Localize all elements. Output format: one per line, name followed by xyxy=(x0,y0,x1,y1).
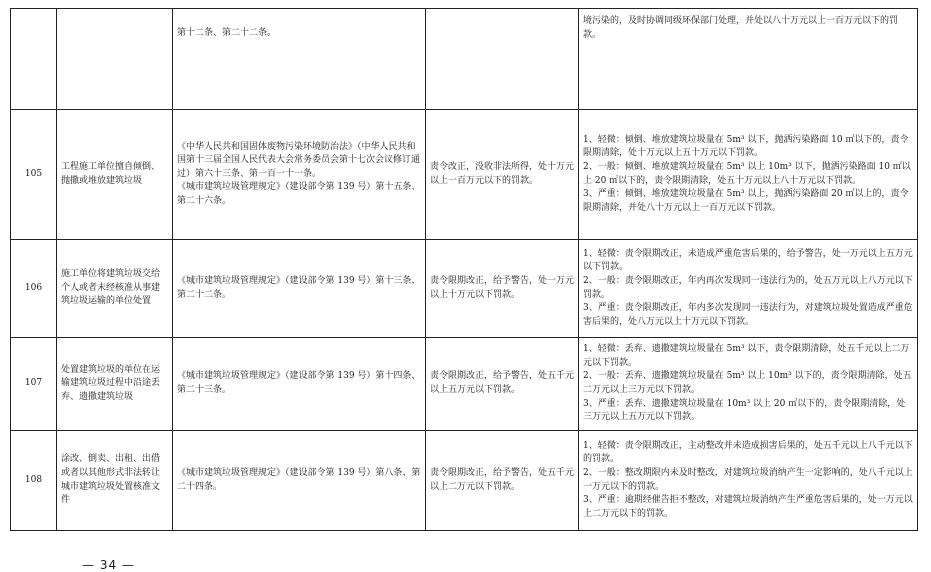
penalty-cell: 责令限期改正，给予警告，处五千元以上五万元以下罚款。 xyxy=(426,338,579,431)
basis-line: 《中华人民共和国固体废物污染环境防治法》（中华人民共和国第十三届全国人民代表大会常务委员会第十七次会议修订通过）第六十三条、第一百一十一条。 xyxy=(177,141,421,179)
standard-line: 2、一般：倾倒、堆放建筑垃圾量在 5m³ 以上 10m³ 以下，抛洒污染路面 10 ㎡以上 20 ㎡以下的，责令限期清除，处五十万元以上八十万元以下罚款。 xyxy=(583,161,911,186)
standards-cell xyxy=(579,338,918,431)
standard-line: 2、一般：丢弃、遗撒建筑垃圾量在 5m³ 以上 10m³ 以下的，责令限期清除，处五二万元以上三万元以下罚款。 xyxy=(583,371,912,395)
item-number-cell xyxy=(11,9,57,110)
violation-cell: 施工单位将建筑垃圾交给个人或者未经核准从事建筑垃圾运输的单位处置 xyxy=(57,240,173,338)
standard-line: 1、轻微：丢弃、遗撒建筑垃圾量在 5m³ 以下，责令限期清除，处五千元以上二万元以下罚款。 xyxy=(583,344,910,368)
violation-cell: 涂改、倒卖、出租、出借或者以其他形式非法转让城市建筑垃圾处置核准文件 xyxy=(57,431,173,531)
standards-cell xyxy=(579,9,918,110)
standards-cell xyxy=(579,240,918,338)
standard-line: 3、严重：责令限期改正，年内多次发现同一违法行为，对建筑垃圾处置造成严重危害后果的，处八万元以上十万元以下罚款。 xyxy=(583,303,913,327)
penalty-cell: 责令限期改正，给予警告，处一万元以上十万元以下罚款。 xyxy=(426,240,579,338)
standards-cell xyxy=(579,431,918,531)
legal-basis-cell xyxy=(173,240,426,338)
table-row xyxy=(11,240,918,338)
violation-cell xyxy=(57,9,173,110)
legal-basis-cell xyxy=(173,431,426,531)
legal-basis-cell xyxy=(173,110,426,240)
standards-cell xyxy=(579,110,918,240)
table-row xyxy=(11,9,918,110)
standard-line: 2、一般：责令限期改正，年内再次发现同一违法行为的，处五万元以上八万元以下罚款。 xyxy=(583,275,913,300)
basis-line: 《城市建筑垃圾管理规定》（建设部令第 139 号）第十四条、第二十三条。 xyxy=(177,371,421,395)
standard-line: 1、轻微：责令限期改正，主动整改并未造成损害后果的，处五千元以上八千元以下的罚款。 xyxy=(583,440,913,465)
standard-line: 1、轻微：责令限期改正，未造成严重危害后果的，给予警告，处一万元以上五万元以下罚款。 xyxy=(583,248,913,273)
table-row xyxy=(11,338,918,431)
legal-basis-cell xyxy=(173,9,426,110)
penalty-standards-table xyxy=(10,8,918,531)
basis-line: 《城市建筑垃圾管理规定》（建设部令第 139 号）第十五条、第二十六条。 xyxy=(177,182,421,206)
table-row xyxy=(11,110,918,240)
basis-line: 第十二条、第二十二条。 xyxy=(177,28,277,38)
page-number: — 34 — xyxy=(82,558,135,572)
standard-line: 3、严重：丢弃、遗撒建筑垃圾量在 10m³ 以上 20 ㎡以下的，责令限期清除，处三万元以上五万元以下罚款。 xyxy=(583,398,906,423)
standard-line: 2、一般：整改期限内未及时整改，对建筑垃圾消纳产生一定影响的，处八千元以上一万元以下的罚款。 xyxy=(583,467,913,492)
standard-line: 3、严重：倾倒、堆放建筑垃圾量在 5m³ 以上，抛洒污染路面 20 ㎡以上的，责令限期清除，并处八十万元以上一百万元以下罚款。 xyxy=(583,189,909,213)
basis-line: 《城市建筑垃圾管理规定》（建设部令第 139 号）第十三条、第二十二条。 xyxy=(177,275,421,300)
basis-line: 《城市建筑垃圾管理规定》（建设部令第 139 号）第八条、第二十四条。 xyxy=(177,467,421,492)
table-row xyxy=(11,431,918,531)
item-number-cell: 106 xyxy=(11,240,57,338)
penalty-cell: 责令改正，没收非法所得，处十万元以上一百万元以下的罚款。 xyxy=(426,110,579,240)
violation-cell: 处置建筑垃圾的单位在运输建筑垃圾过程中沿途丢弃、遗撒建筑垃圾 xyxy=(57,338,173,431)
legal-basis-cell xyxy=(173,338,426,431)
standard-line: 境污染的，及时协调同级环保部门处理，并处以八十万元以上一百万元以下的罚款。 xyxy=(583,16,899,40)
penalty-cell: 责令限期改正，给予警告，处五千元以上二万元以下罚款。 xyxy=(426,431,579,531)
item-number-cell: 108 xyxy=(11,431,57,531)
standard-line: 3、严重：逾期经催告拒不整改，对建筑垃圾消纳产生严重危害后果的，处一万元以上二万元以下的罚款。 xyxy=(583,495,913,519)
penalty-cell xyxy=(426,9,579,110)
standard-line: 1、轻微：倾倒、堆放建筑垃圾量在 5m³ 以下，抛洒污染路面 10 ㎡以下的，责令限期清除，处十万元以上五十万元以下罚款。 xyxy=(583,134,909,159)
item-number-cell: 105 xyxy=(11,110,57,240)
violation-cell: 工程施工单位擅自倾倒、抛撒或堆放建筑垃圾 xyxy=(57,110,173,240)
item-number-cell: 107 xyxy=(11,338,57,431)
